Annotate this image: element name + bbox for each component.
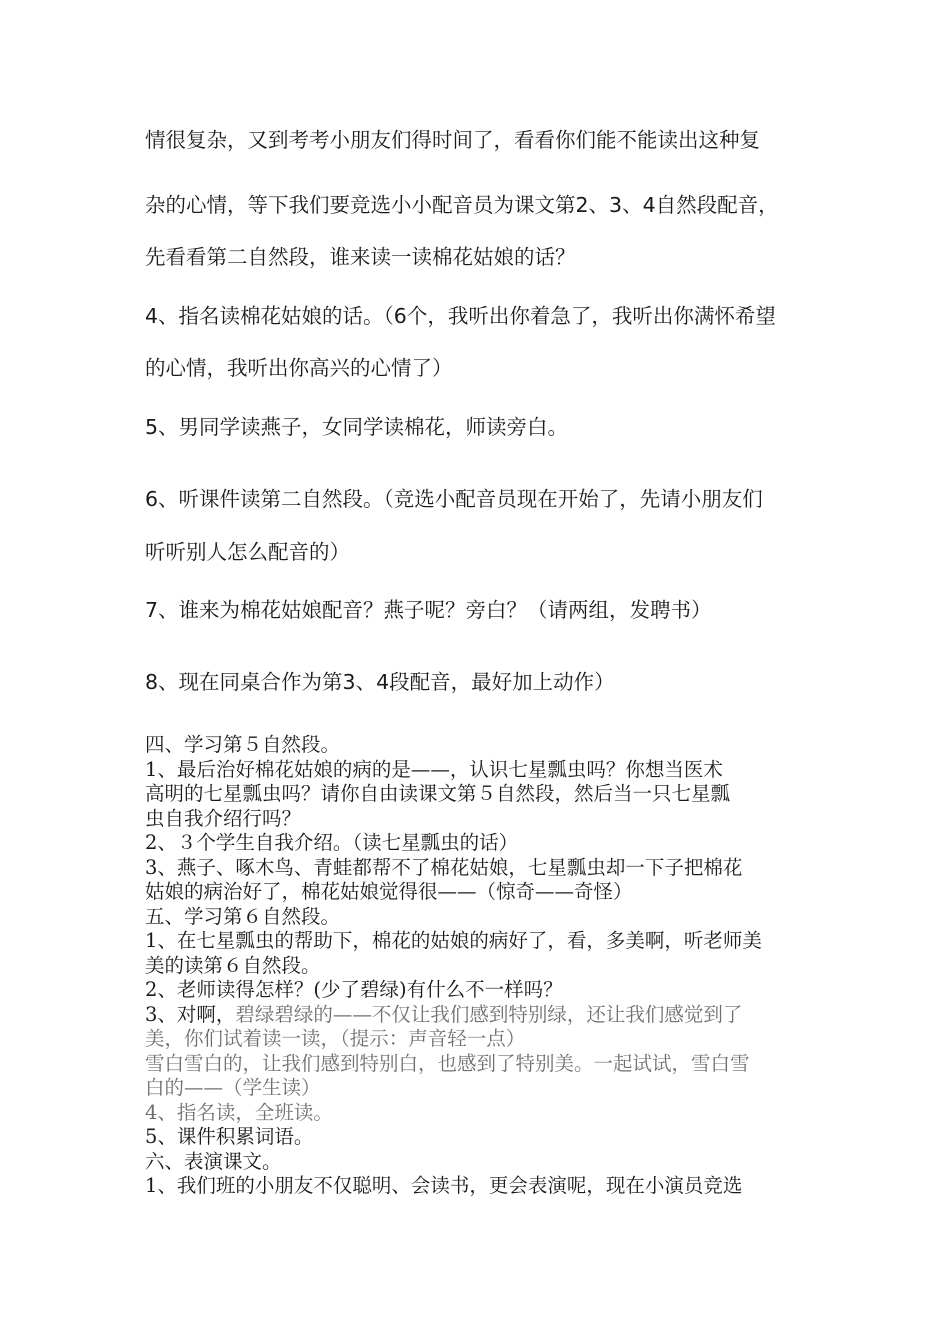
paragraph-line: 听听别人怎么配音的） [145,540,350,564]
paragraph-line: 2、老师读得怎样？(少了碧绿)有什么不一样吗？ [145,978,563,1001]
section-heading: 四、学习第５自然段。 [145,733,341,756]
paragraph-line: 3、燕子、啄木鸟、青蛙都帮不了棉花姑娘，七星瓢虫却一下子把棉花 [145,856,743,879]
section-heading: 六、表演课文。 [145,1150,282,1173]
paragraph-line: 8、现在同桌合作为第3、4段配音，最好加上动作） [145,670,615,694]
paragraph-line: 4、指名读棉花姑娘的话。（6个，我听出你着急了，我听出你满怀希望 [145,304,776,328]
paragraph-line: 1、最后治好棉花姑娘的病的是——，认识七星瓢虫吗？你想当医术 [145,758,723,781]
muted-text: 碧绿碧绿的——不仅让我们感到特别绿，还让我们感觉到了 [235,1003,743,1026]
paragraph-line: 雪白雪白的，让我们感到特别白，也感到了特别美。一起试试，雪白雪 [145,1052,750,1075]
paragraph-line: 美，你们试着读一读，（提示：声音轻一点） [145,1027,526,1050]
paragraph-line: 美的读第６自然段。 [145,954,321,977]
paragraph-line: 2、３个学生自我介绍。（读七星瓢虫的话） [145,831,519,854]
paragraph-line: 白的——（学生读） [145,1076,321,1099]
paragraph-line: 5、课件积累词语。 [145,1125,314,1148]
paragraph-line: 杂的心情，等下我们要竞选小小配音员为课文第2、3、4自然段配音， [145,193,779,217]
paragraph-line: 1、我们班的小朋友不仅聪明、会读书，更会表演呢，现在小演员竞选 [145,1174,743,1197]
paragraph-line: 虫自我介绍行吗？ [145,807,302,830]
paragraph-line: 4、指名读，全班读。 [145,1101,333,1124]
paragraph-line: 高明的七星瓢虫吗？请你自由读课文第５自然段，然后当一只七星瓢 [145,782,731,805]
paragraph-line: 姑娘的病治好了，棉花姑娘觉得很——（惊奇——奇怪） [145,880,633,903]
paragraph-line [145,1003,742,1028]
line-prefix: 3、对啊， [145,1003,236,1026]
paragraph-line: 6、听课件读第二自然段。（竞选小配音员现在开始了，先请小朋友们 [145,487,763,511]
section-heading: 五、学习第６自然段。 [145,905,341,928]
paragraph-line: 7、谁来为棉花姑娘配音？燕子呢？旁白？（请两组，发聘书） [145,598,712,622]
paragraph-line: 5、男同学读燕子，女同学读棉花，师读旁白。 [145,415,569,439]
paragraph-line: 1、在七星瓢虫的帮助下，棉花的姑娘的病好了，看，多美啊，听老师美 [145,929,762,952]
paragraph-line: 的心情，我听出你高兴的心情了） [145,356,453,380]
paragraph-line: 情很复杂，又到考考小朋友们得时间了，看看你们能不能读出这种复 [145,128,760,152]
paragraph-line: 先看看第二自然段，谁来读一读棉花姑娘的话？ [145,245,576,269]
